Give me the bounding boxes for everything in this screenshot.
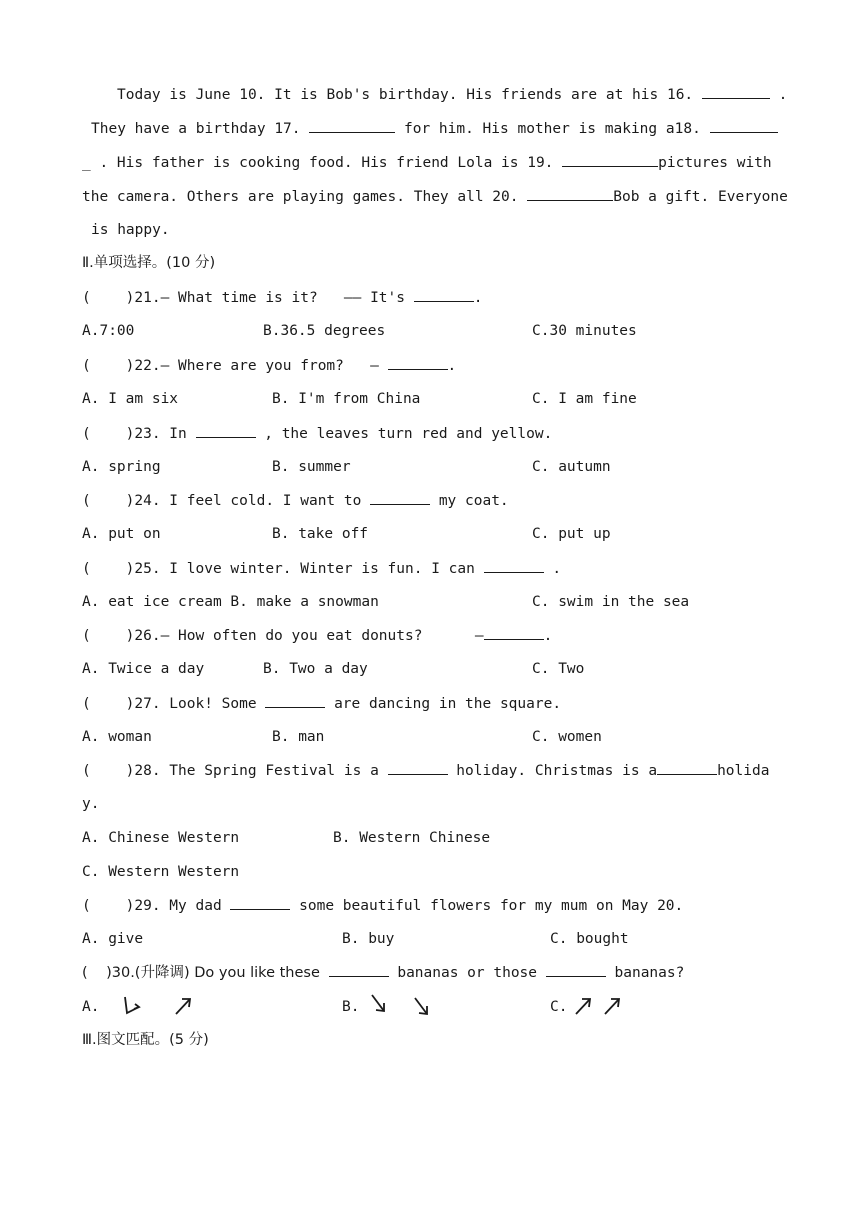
option-a (82, 997, 99, 1017)
option-b: B. take off (272, 526, 369, 542)
blank-17[interactable] (309, 118, 395, 133)
question-stem: ( )23. In (82, 426, 187, 442)
answer-blank[interactable] (196, 423, 256, 438)
up-right-arrow-icon (173, 995, 195, 1017)
passage-line-2 (91, 118, 778, 139)
question-stem: bananas? (614, 965, 685, 981)
passage-line-5: is happy. (91, 222, 170, 238)
answer-blank[interactable] (484, 625, 544, 640)
passage-text: They have a birthday 17. (91, 121, 301, 137)
section-3-title: Ⅲ.图文匹配。(5 分) (82, 1032, 209, 1048)
answer-blank[interactable] (370, 490, 430, 505)
option-b (342, 997, 359, 1017)
passage-line-1 (117, 84, 787, 105)
blank-19[interactable] (562, 152, 658, 167)
question-stem: ( )28. The Spring Festival is a (82, 763, 379, 779)
question-stem: ( )22.— Where are you from? — (82, 358, 379, 374)
option-c: C. Two (532, 661, 585, 677)
option-c: C. swim in the sea (532, 594, 690, 610)
question-29 (82, 895, 683, 916)
passage-text: . (778, 87, 788, 103)
option-c: C. I am fine (532, 391, 637, 407)
question-stem: holida (717, 763, 770, 779)
answer-blank[interactable] (230, 895, 290, 910)
answer-blank[interactable] (388, 355, 448, 370)
question-30 (82, 962, 684, 983)
answer-blank[interactable] (388, 760, 448, 775)
question-stem: . (552, 561, 562, 577)
question-stem: are dancing in the square. (334, 696, 562, 712)
option-c: C. Western Western (82, 864, 240, 880)
answer-blank[interactable] (657, 760, 717, 775)
option-c: C. autumn (532, 459, 611, 475)
question-stem: bananas or those (397, 965, 538, 981)
passage-line-4 (82, 186, 788, 207)
blank-18[interactable] (710, 118, 778, 133)
passage-text: Bob a gift. Everyone (613, 189, 788, 205)
option-c: C. put up (532, 526, 611, 542)
option-label: B. (342, 999, 360, 1015)
answer-blank[interactable] (265, 693, 325, 708)
option-a: A. woman (82, 729, 152, 745)
down-right-arrow-icon (368, 993, 390, 1015)
option-a: A. I am six (82, 391, 179, 407)
question-stem: ( )26.— How often do you eat donuts? — (82, 628, 484, 644)
question-stem: . (473, 290, 483, 306)
option-b: B. man (272, 729, 325, 745)
answer-blank[interactable] (546, 962, 606, 977)
question-27 (82, 693, 561, 714)
answer-blank[interactable] (329, 962, 389, 977)
option-c: C. women (532, 729, 602, 745)
question-stem: ( )29. My dad (82, 898, 222, 914)
question-21 (82, 287, 482, 308)
passage-text: _ . His father is cooking food. His friend Lola is 19. (82, 155, 554, 171)
option-a: A. spring (82, 459, 161, 475)
question-stem: some beautiful flowers for my mum on May 20. (299, 898, 684, 914)
option-label: A. (82, 999, 100, 1015)
option-label: C. (550, 999, 568, 1015)
question-23 (82, 423, 552, 444)
question-stem: holiday. Christmas is a (456, 763, 658, 779)
passage-text: the camera. Others are playing games. They all 20. (82, 189, 519, 205)
blank-20[interactable] (527, 186, 613, 201)
passage-text: pictures with (658, 155, 772, 171)
option-b: B. buy (342, 931, 395, 947)
option-a: A.7:00 (82, 323, 135, 339)
question-22 (82, 355, 456, 376)
option-b: B. I'm from China (272, 391, 421, 407)
down-right-arrow-icon (121, 995, 143, 1017)
option-a: A. Chinese Western (82, 830, 240, 846)
option-a: A. put on (82, 526, 161, 542)
option-b: B. Two a day (263, 661, 368, 677)
answer-blank[interactable] (414, 287, 474, 302)
question-stem: ( )25. I love winter. Winter is fun. I can (82, 561, 475, 577)
question-28 (82, 760, 769, 781)
option-b: B. Western Chinese (333, 830, 491, 846)
option-c: C.30 minutes (532, 323, 637, 339)
up-right-arrow-icon (602, 995, 624, 1017)
question-26 (82, 625, 552, 646)
answer-blank[interactable] (484, 558, 544, 573)
passage-line-3 (82, 152, 772, 173)
question-stem: ( )21.— What time is it? —— It's (82, 290, 406, 306)
option-c: C. bought (550, 931, 629, 947)
option-b: B.36.5 degrees (263, 323, 386, 339)
question-28-wrap: y. (82, 796, 100, 812)
section-2-title: Ⅱ.单项选择。(10 分) (82, 255, 216, 271)
blank-16[interactable] (702, 84, 770, 99)
option-a-b: A. eat ice cream B. make a snowman (82, 594, 379, 610)
question-stem: ( )24. I feel cold. I want to (82, 493, 362, 509)
question-stem: ( )30.(升降调) Do you like these (82, 965, 320, 981)
option-a: A. Twice a day (82, 661, 205, 677)
question-24 (82, 490, 509, 511)
question-stem: . (447, 358, 457, 374)
passage-text: for him. His mother is making a18. (403, 121, 701, 137)
down-right-arrow-icon (411, 996, 433, 1018)
passage-text: Today is June 10. It is Bob's birthday. His friends are at his 16. (117, 87, 694, 103)
question-25 (82, 558, 561, 579)
question-stem: . (543, 628, 553, 644)
option-a: A. give (82, 931, 144, 947)
option-c (550, 997, 567, 1017)
up-right-arrow-icon (573, 995, 595, 1017)
question-stem: my coat. (438, 493, 509, 509)
option-b: B. summer (272, 459, 351, 475)
question-stem: , the leaves turn red and yellow. (264, 426, 553, 442)
question-stem: ( )27. Look! Some (82, 696, 257, 712)
